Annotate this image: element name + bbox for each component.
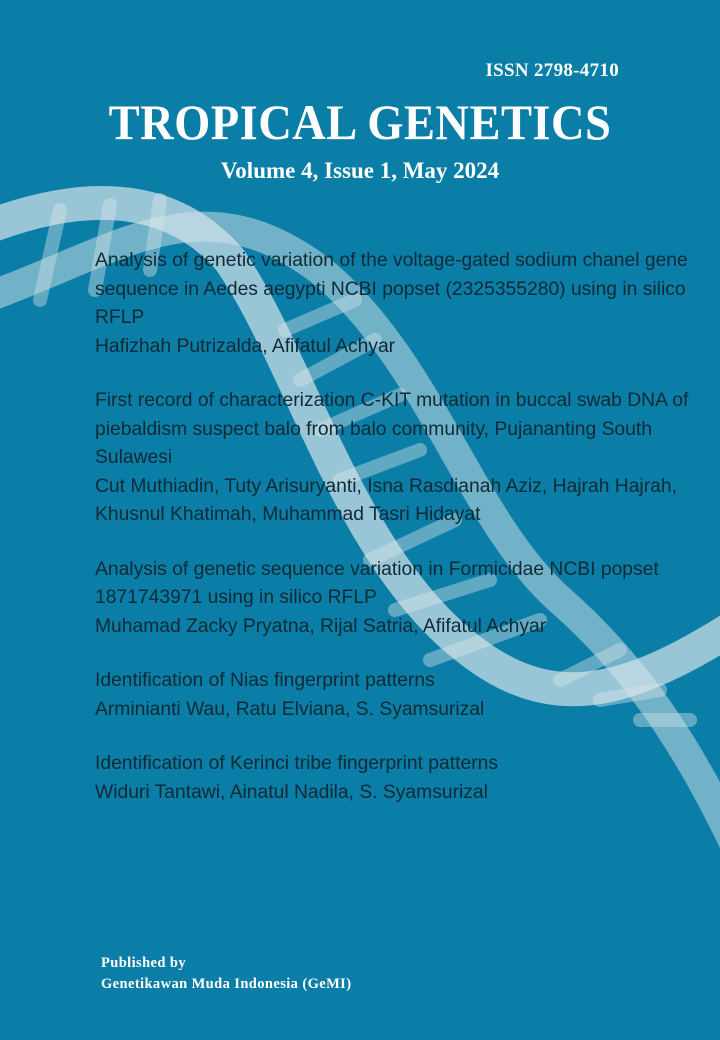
article-authors: Cut Muthiadin, Tuty Arisuryanti, Isna Rasdianah Aziz, Hajrah Hajrah, Khusnul Khatimah, Muhammad Tasri Hidayat: [95, 475, 677, 525]
article-title: Analysis of genetic sequence variation in Formicidae NCBI popset 1871743971 using in silico RFLP: [95, 558, 659, 608]
article-entry: [95, 667, 695, 724]
article-title: Identification of Kerinci tribe fingerprint patterns: [95, 753, 498, 774]
article-title: Identification of Nias fingerprint patterns: [95, 670, 435, 691]
journal-title: TROPICAL GENETICS: [108, 94, 612, 150]
article-authors: Muhamad Zacky Pryatna, Rijal Satria, Afifatul Achyar: [95, 615, 547, 637]
article-entry: [95, 750, 695, 807]
publisher-block: [101, 953, 351, 995]
article-authors: Widuri Tantawi, Ainatul Nadila, S. Syamsurizal: [95, 781, 488, 803]
article-entry: [95, 556, 695, 642]
publisher-name: Genetikawan Muda Indonesia (GeMI): [101, 976, 352, 992]
article-title: Analysis of genetic variation of the voltage-gated sodium chanel gene sequence in Aedes aegypti NCBI popset (2325355280) using in silico RFLP: [95, 250, 688, 328]
article-authors: Arminianti Wau, Ratu Elviana, S. Syamsurizal: [95, 698, 485, 720]
volume-issue-line: Volume 4, Issue 1, May 2024: [220, 158, 500, 183]
article-authors: Hafizhah Putrizalda, Afifatul Achyar: [95, 335, 396, 357]
published-by-label: Published by: [101, 955, 186, 971]
article-list: [95, 247, 695, 833]
article-entry: [95, 247, 695, 361]
issn-label: ISSN 2798-4710: [485, 60, 619, 81]
article-entry: [95, 387, 695, 530]
article-title: First record of characterization C-KIT mutation in buccal swab DNA of piebaldism suspect balo from balo community, Pujananting South Sulawesi: [95, 390, 689, 468]
